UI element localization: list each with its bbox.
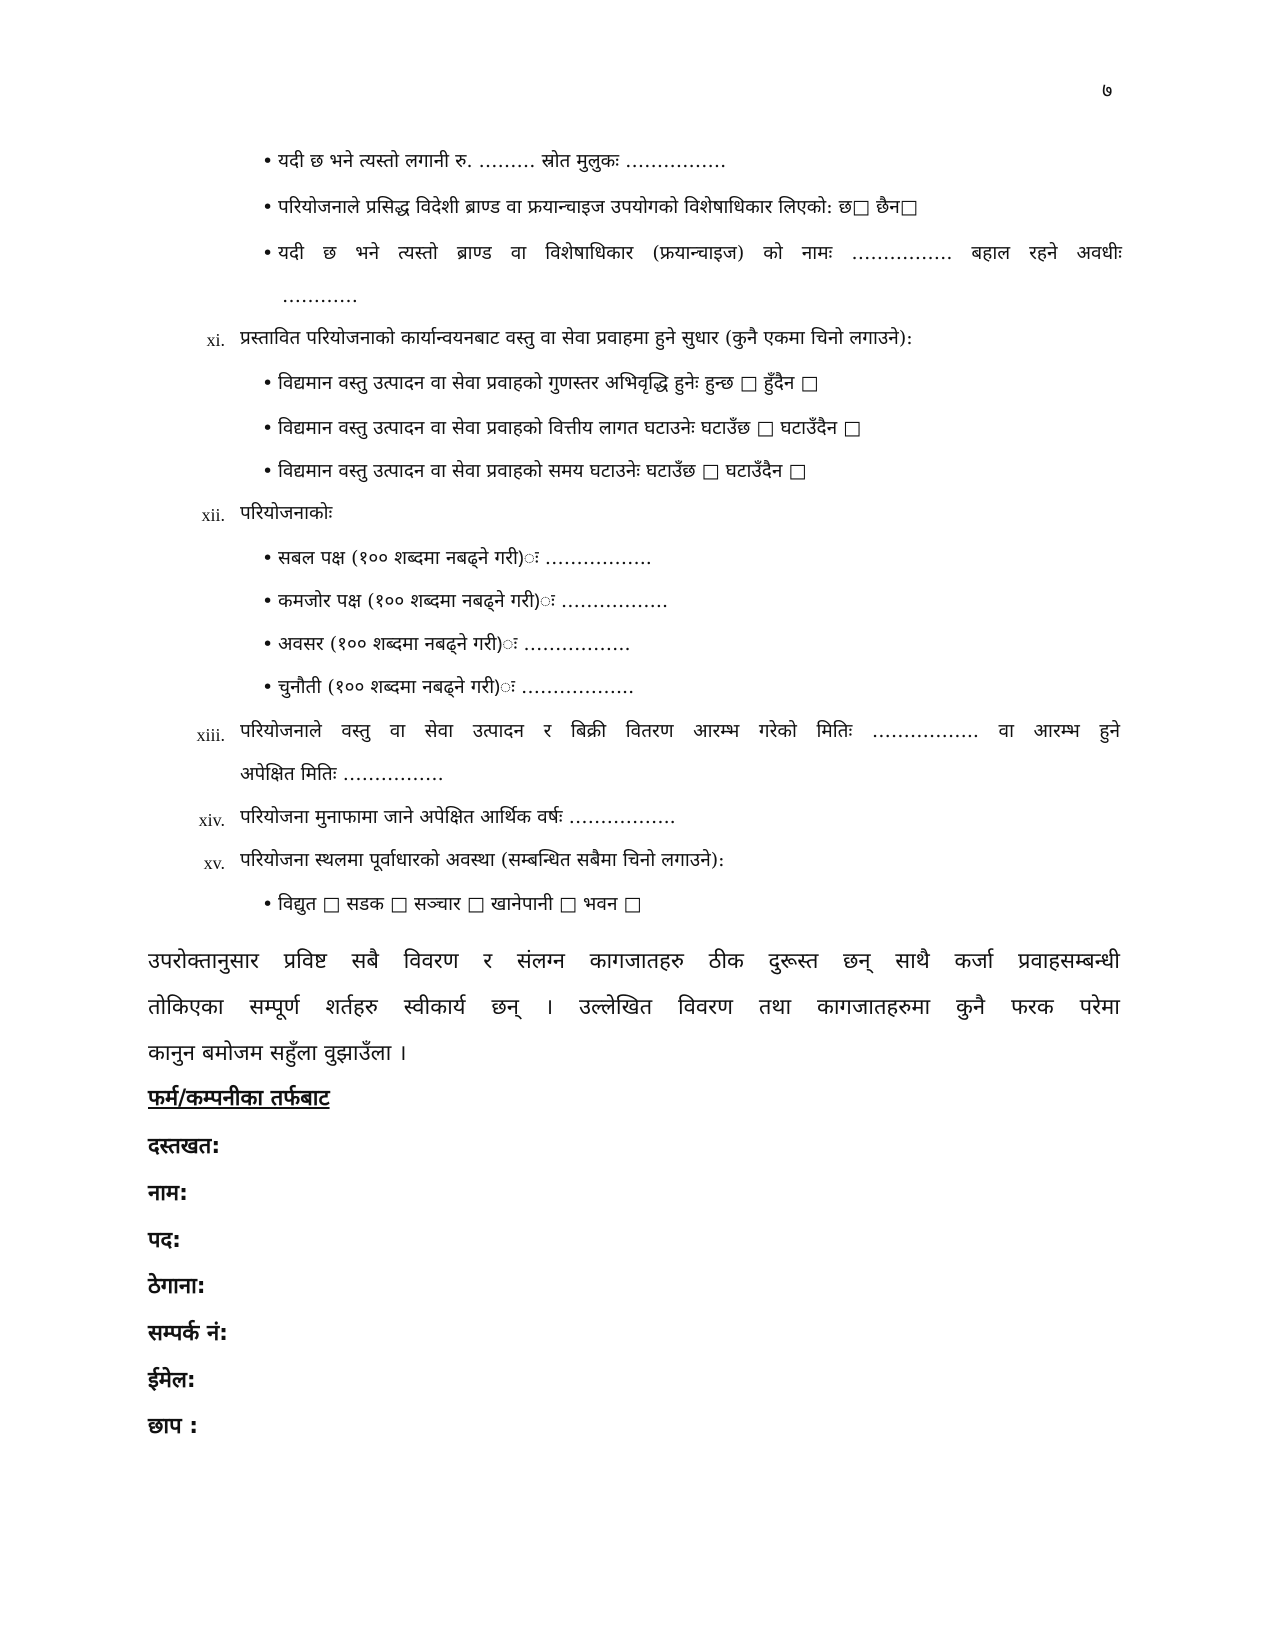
bullet-icon: •	[262, 417, 274, 439]
list-item: • यदी छ भने त्यस्तो ब्राण्ड वा विशेषाधिकार (फ्रयान्चाइज) को नामः ……………. बहाल रहने अवधीः	[262, 242, 1122, 264]
bullet-icon: •	[262, 893, 274, 915]
item-number-xi: xi.	[206, 330, 225, 350]
name-label: नाम:	[148, 1181, 188, 1206]
declaration-line: उपरोक्तानुसार प्रविष्ट सबै विवरण र संलग्न कागजातहरु ठीक दुरूस्त छन् साथै कर्जा प्रवाहसम्बन्धी	[148, 949, 1120, 974]
bullet-icon: •	[262, 242, 274, 264]
declaration-line: तोकिएका सम्पूर्ण शर्तहरु स्वीकार्य छन् । उल्लेखित विवरण तथा कागजातहरुमा कुनै फरक परेमा	[148, 995, 1120, 1020]
bullet-icon: •	[262, 460, 274, 482]
bullet-icon: •	[262, 196, 274, 218]
position-label: पद:	[148, 1228, 181, 1253]
list-item: • यदी छ भने त्यस्तो लगानी रु. ……… स्रोत मुलुकः …………….	[262, 150, 727, 172]
signature-heading: फर्म/कम्पनीका तर्फबाट	[148, 1086, 330, 1111]
item-number-xii: xii.	[201, 505, 225, 525]
bullet-icon: •	[262, 633, 274, 655]
bullet-icon: •	[262, 547, 274, 569]
item-xv-text: परियोजना स्थलमा पूर्वाधारको अवस्था (सम्बन्धित सबैमा चिनो लगाउने):	[240, 849, 725, 871]
bullet-icon: •	[262, 590, 274, 612]
list-item: • अवसर (१०० शब्दमा नबढ्ने गरी)ः ……………..	[262, 633, 631, 655]
bullet-icon: •	[262, 150, 274, 172]
item-xiv-text: परियोजना मुनाफामा जाने अपेक्षित आर्थिक वर्षः ……………..	[240, 806, 676, 828]
signature-label: दस्तखत:	[148, 1134, 221, 1159]
list-item-continuation: …………	[282, 285, 358, 307]
bullet-icon: •	[262, 676, 274, 698]
item-number-xiv: xiv.	[198, 810, 225, 830]
list-item: • कमजोर पक्ष (१०० शब्दमा नबढ्ने गरी)ः ……………..	[262, 590, 668, 612]
list-item: • परियोजनाले प्रसिद्ध विदेशी ब्राण्ड वा फ्रयान्चाइज उपयोगको विशेषाधिकार लिएको: छ□ छैन□	[262, 196, 918, 218]
item-xiii-text-line1: परियोजनाले वस्तु वा सेवा उत्पादन र बिक्री वितरण आरम्भ गरेको मितिः …………….. वा आरम्भ हुने	[240, 720, 1120, 742]
list-item: • विद्यमान वस्तु उत्पादन वा सेवा प्रवाहको गुणस्तर अभिवृद्धि हुनेः हुन्छ □ हुँदैन □	[262, 372, 819, 394]
item-number-xiii: xiii.	[196, 725, 225, 745]
list-item: • विद्यमान वस्तु उत्पादन वा सेवा प्रवाहको समय घटाउनेः घटाउँछ □ घटाउँदैन □	[262, 460, 807, 482]
address-label: ठेगाना:	[148, 1274, 206, 1299]
item-xi-text: प्रस्तावित परियोजनाको कार्यान्वयनबाट वस्तु वा सेवा प्रवाहमा हुने सुधार (कुनै एकमा चिनो लगाउने):	[240, 327, 913, 349]
list-item: • सबल पक्ष (१०० शब्दमा नबढ्ने गरी)ः ……………..	[262, 547, 652, 569]
list-item: • विद्युत □ सडक □ सञ्चार □ खानेपानी □ भवन □	[262, 893, 642, 915]
email-label: ईमेल:	[148, 1368, 196, 1393]
declaration-line: कानुन बमोजम सहुँला वुझाउँला ।	[148, 1041, 407, 1066]
list-item: • विद्यमान वस्तु उत्पादन वा सेवा प्रवाहको वित्तीय लागत घटाउनेः घटाउँछ □ घटाउँदैन □	[262, 417, 862, 439]
list-item: • चुनौती (१०० शब्दमा नबढ्ने गरी)ः ……………...	[262, 676, 635, 698]
item-xii-text: परियोजनाकोः	[240, 502, 333, 524]
stamp-label: छाप :	[148, 1414, 199, 1439]
contact-label: सम्पर्क नं:	[148, 1321, 228, 1346]
item-xiii-text-line2: अपेक्षित मितिः …………….	[240, 763, 444, 785]
item-number-xv: xv.	[203, 853, 225, 873]
page-number: ७	[1102, 78, 1113, 102]
bullet-icon: •	[262, 372, 274, 394]
